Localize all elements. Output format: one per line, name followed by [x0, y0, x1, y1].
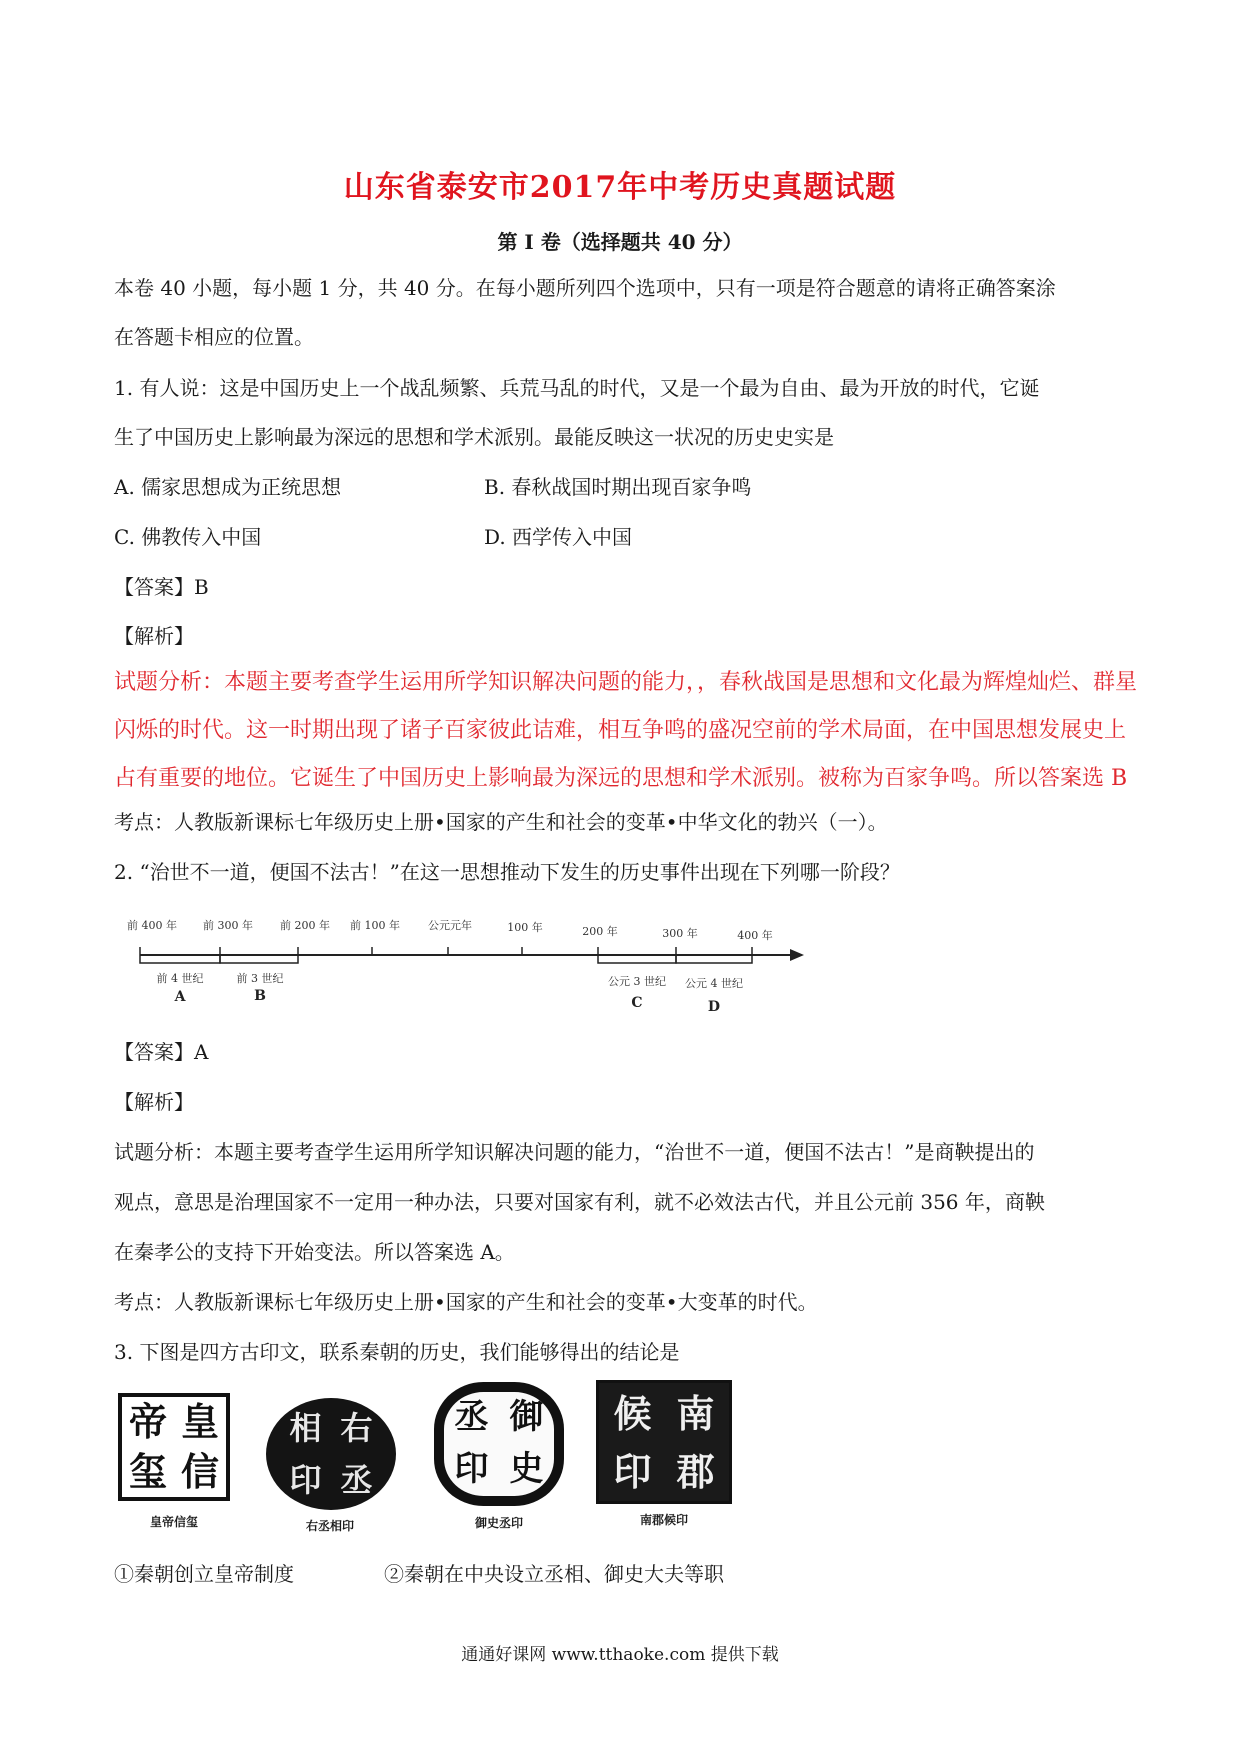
segment-label: 前 3 世纪 — [236, 972, 284, 985]
tick-label: 前 100 年 — [350, 919, 400, 932]
q2-answer: 【答案】A — [114, 1040, 209, 1064]
tick-label: 300 年 — [662, 927, 698, 940]
q1-option-a: A. 儒家思想成为正统思想 — [114, 475, 342, 499]
seal-image-2 — [266, 1398, 396, 1510]
seal-glyph: 御 — [509, 1397, 544, 1437]
seal-glyph: 印 — [289, 1461, 322, 1499]
seal-image-1 — [118, 1393, 230, 1501]
seal-glyph: 印 — [601, 1443, 664, 1501]
segment-label: 公元 3 世纪 — [608, 975, 666, 988]
seal-image-3 — [434, 1382, 564, 1506]
seal-glyph: 候 — [601, 1385, 664, 1443]
segment-bracket-c — [598, 955, 676, 963]
segment-bracket-d — [676, 955, 752, 963]
segment-label: 前 4 世纪 — [156, 972, 204, 985]
seal-glyph: 郡 — [664, 1443, 727, 1501]
q2-knowledge-point: 考点：人教版新课标七年级历史上册•国家的产生和社会的变革•大变革的时代。 — [114, 1290, 818, 1314]
page-footer: 通通好课网 www.tthaoke.com 提供下载 — [461, 1645, 779, 1665]
seal-glyph: 皇 — [180, 1399, 219, 1444]
segment-letter: D — [707, 999, 721, 1015]
intro-line: 本卷 40 小题，每小题 1 分，共 40 分。在每小题所列四个选项中，只有一项是符合题意的请将正确答案涂 — [114, 276, 1056, 300]
q1-analysis: 占有重要的地位。它诞生了中国历史上影响最为深远的思想和学术派别。被称为百家争鸣。所以答案选 B — [114, 766, 1128, 791]
seal-glyph: 丞 — [454, 1397, 489, 1437]
timeline-axis — [140, 949, 804, 961]
seal-caption: 南郡候印 — [639, 1513, 688, 1527]
tick-label: 前 300 年 — [203, 919, 253, 932]
seal-caption: 右丞相印 — [305, 1519, 354, 1533]
q2-analysis-label: 【解析】 — [114, 1090, 194, 1114]
timeline-figure — [110, 905, 810, 1020]
q2-analysis: 试题分析：本题主要考查学生运用所学知识解决问题的能力，“治世不一道，便国不法古！”是商鞅提出的 — [114, 1140, 1035, 1164]
seal-glyph: 南 — [664, 1385, 727, 1443]
tick-label: 400 年 — [737, 929, 773, 942]
tick-label: 公元元年 — [428, 919, 472, 932]
tick-label: 100 年 — [507, 921, 543, 934]
page-title: 山东省泰安市2017年中考历史真题试题 — [343, 170, 897, 205]
q1-option-b: B. 春秋战国时期出现百家争鸣 — [484, 475, 752, 499]
q3-statement-2: ②秦朝在中央设立丞相、御史大夫等职 — [384, 1562, 724, 1586]
q1-stem: 生了中国历史上影响最为深远的思想和学术派别。最能反映这一状况的历史史实是 — [114, 425, 834, 449]
segment-letter: A — [174, 989, 186, 1005]
seal-glyph: 信 — [180, 1449, 219, 1494]
q2-stem: 2. “治世不一道，便国不法古！”在这一思想推动下发生的历史事件出现在下列哪一阶段？ — [114, 860, 900, 884]
q1-option-d: D. 西学传入中国 — [484, 525, 633, 549]
seal-caption: 皇帝信玺 — [149, 1515, 198, 1529]
tick-label: 前 200 年 — [280, 919, 330, 932]
segment-letter: C — [631, 995, 643, 1011]
seal-glyph: 帝 — [128, 1399, 167, 1444]
seal-glyph: 印 — [454, 1449, 489, 1489]
q1-answer: 【答案】B — [114, 575, 209, 599]
segment-bracket-b — [220, 955, 298, 963]
q1-analysis-label: 【解析】 — [114, 624, 194, 648]
segment-label: 公元 4 世纪 — [685, 977, 743, 990]
tick-label: 200 年 — [582, 925, 618, 938]
seal-image-4 — [596, 1380, 732, 1504]
tick-label: 前 400 年 — [127, 919, 177, 932]
section-heading: 第 I 卷（选择题共 40 分） — [497, 230, 743, 254]
segment-letter: B — [254, 988, 266, 1004]
q1-stem: 1. 有人说：这是中国历史上一个战乱频繁、兵荒马乱的时代，又是一个最为自由、最为开放的时代，它诞 — [114, 376, 1040, 400]
q1-analysis: 试题分析：本题主要考查学生运用所学知识解决问题的能力，，春秋战国是思想和文化最为辉煌灿烂、群星 — [114, 670, 1138, 695]
seal-caption: 御史丞印 — [474, 1516, 523, 1530]
seal-glyph: 丞 — [340, 1461, 373, 1499]
segment-bracket-a — [140, 955, 220, 963]
q3-statement-1: ①秦朝创立皇帝制度 — [114, 1562, 294, 1586]
intro-line: 在答题卡相应的位置。 — [114, 325, 314, 349]
seal-glyph: 史 — [509, 1449, 544, 1489]
q1-option-c: C. 佛教传入中国 — [114, 525, 262, 549]
q2-analysis: 在秦孝公的支持下开始变法。所以答案选 A。 — [114, 1240, 515, 1264]
seal-glyph: 玺 — [128, 1449, 167, 1494]
q1-knowledge-point: 考点：人教版新课标七年级历史上册•国家的产生和社会的变革•中华文化的勃兴（一）。 — [114, 810, 888, 834]
q1-analysis: 闪烁的时代。这一时期出现了诸子百家彼此诘难，相互争鸣的盛况空前的学术局面，在中国思想发展史上 — [114, 718, 1127, 743]
q2-analysis: 观点，意思是治理国家不一定用一种办法，只要对国家有利，就不必效法古代，并且公元前 356 年，商鞅 — [114, 1190, 1045, 1214]
seal-glyph: 相 — [289, 1409, 322, 1447]
q3-stem: 3. 下图是四方古印文，联系秦朝的历史，我们能够得出的结论是 — [114, 1340, 680, 1364]
seal-glyph: 右 — [340, 1409, 373, 1447]
